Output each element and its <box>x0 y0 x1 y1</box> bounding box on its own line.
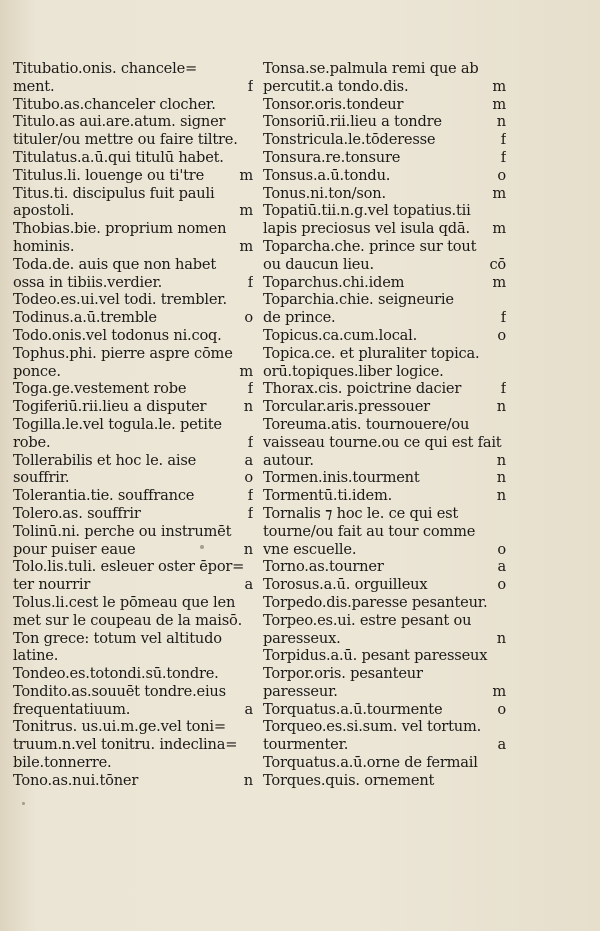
dictionary-line <box>263 772 506 790</box>
dictionary-line <box>263 612 506 630</box>
gender-mark: o <box>497 700 506 718</box>
dictionary-line <box>263 380 506 398</box>
entry-text: Tolero.as. souffrir <box>13 504 141 522</box>
entry-text: Todeo.es.ui.vel todi. trembler. <box>13 291 227 309</box>
entry-text: Torqueo.es.si.sum. vel tortum. <box>263 718 482 736</box>
dictionary-line <box>263 96 506 114</box>
entry-text: Titubatio.onis. chancele= <box>13 60 198 77</box>
entry-text: Titubo.as.chanceler clocher. <box>13 95 216 113</box>
entry-text: paresseur. <box>263 682 338 700</box>
dictionary-line <box>263 274 506 292</box>
dictionary-line <box>13 718 253 736</box>
gender-mark: o <box>497 540 506 558</box>
dictionary-line <box>13 630 253 648</box>
dictionary-line <box>13 576 253 594</box>
gender-mark <box>502 60 506 78</box>
entry-text: Tolus.li.cest le pōmeau que len <box>13 593 236 611</box>
dictionary-line <box>263 60 506 78</box>
gender-mark <box>502 612 506 630</box>
gender-mark: n <box>496 487 506 505</box>
entry-text: Tonus.ni.ton/son. <box>263 184 386 202</box>
gender-mark: m <box>492 77 506 95</box>
dictionary-line <box>263 131 506 149</box>
gender-mark <box>502 363 506 381</box>
entry-text: Tollerabilis et hoc le. aise <box>13 451 197 469</box>
entry-text: tourne/ou fait au tour comme <box>263 522 476 540</box>
entry-text: Toparchus.chi.idem <box>263 273 405 291</box>
gender-mark <box>249 131 253 149</box>
dictionary-line <box>263 701 506 719</box>
gender-mark <box>249 185 253 203</box>
dictionary-line <box>263 434 506 452</box>
entry-text: Tonsor.oris.tondeur <box>263 95 404 113</box>
dictionary-line <box>13 754 253 772</box>
dictionary-line <box>263 487 506 505</box>
ink-spot <box>22 802 25 805</box>
gender-mark: n <box>496 398 506 416</box>
gender-mark <box>502 754 506 772</box>
entry-text: de prince. <box>263 309 336 327</box>
gender-mark: a <box>244 576 253 594</box>
gender-mark <box>249 523 253 541</box>
gender-mark <box>249 718 253 736</box>
entry-text: tourmenter. <box>263 736 349 754</box>
entry-text: souffrir. <box>13 469 70 487</box>
dictionary-line <box>263 416 506 434</box>
gender-mark: m <box>239 202 253 220</box>
gender-mark: a <box>497 558 506 576</box>
dictionary-line <box>13 309 253 327</box>
gender-mark <box>249 291 253 309</box>
dictionary-line <box>263 541 506 559</box>
entry-text: Torpor.oris. pesanteur <box>263 665 423 683</box>
dictionary-line <box>263 363 506 381</box>
gender-mark <box>502 772 506 790</box>
entry-text: Tornalis ⁊ hoc le. ce qui est <box>263 504 459 522</box>
entry-text: lapis preciosus vel isula qdā. <box>263 220 470 238</box>
dictionary-line <box>13 78 253 96</box>
dictionary-line <box>13 167 253 185</box>
entry-text: Torquatus.a.ū.orne de fermail <box>263 754 478 772</box>
dictionary-line <box>13 398 253 416</box>
dictionary-line <box>263 398 506 416</box>
dictionary-line <box>263 309 506 327</box>
dictionary-line <box>13 683 253 701</box>
entry-text: percutit.a tondo.dis. <box>263 77 409 95</box>
gender-mark <box>249 558 253 576</box>
entry-text: apostoli. <box>13 202 75 220</box>
gender-mark: f <box>247 380 253 398</box>
entry-text: ou daucun lieu. <box>263 255 374 273</box>
entry-text: pour puiser eaue <box>13 540 136 558</box>
dictionary-line <box>13 469 253 487</box>
gender-mark: f <box>247 273 253 291</box>
dictionary-line <box>263 718 506 736</box>
entry-text: Toga.ge.vestement robe <box>13 380 187 398</box>
gender-mark <box>502 718 506 736</box>
dictionary-line <box>263 665 506 683</box>
entry-text: Tondeo.es.totondi.sū.tondre. <box>13 665 219 683</box>
entry-text: Torosus.a.ū. orguilleux <box>263 576 428 594</box>
entry-text: Torpedo.dis.paresse pesanteur. <box>263 593 488 611</box>
dictionary-line <box>13 96 253 114</box>
entry-text: paresseux. <box>263 629 341 647</box>
entry-text: frequentatiuum. <box>13 700 131 718</box>
entry-text: ossa in tibiis.verdier. <box>13 273 163 291</box>
gender-mark: o <box>497 326 506 344</box>
entry-text: Thobias.bie. proprium nomen <box>13 220 227 238</box>
entry-text: Togilla.le.vel togula.le. petite <box>13 415 222 433</box>
entry-text: Torquatus.a.ū.tourmente <box>263 700 443 718</box>
dictionary-line <box>263 345 506 363</box>
gender-mark: m <box>492 273 506 291</box>
dictionary-line <box>13 363 253 381</box>
gender-mark: f <box>500 380 506 398</box>
gender-mark <box>249 683 253 701</box>
gender-mark: a <box>244 451 253 469</box>
gender-mark: m <box>492 220 506 238</box>
dictionary-line <box>263 167 506 185</box>
dictionary-line <box>13 558 253 576</box>
dictionary-line <box>263 505 506 523</box>
dictionary-line <box>263 327 506 345</box>
gender-mark: f <box>247 433 253 451</box>
entry-text: ponce. <box>13 362 61 380</box>
gender-mark: f <box>247 487 253 505</box>
entry-text: robe. <box>13 433 51 451</box>
dictionary-line <box>263 594 506 612</box>
gender-mark: a <box>497 736 506 754</box>
gender-mark: n <box>496 629 506 647</box>
gender-mark: f <box>247 504 253 522</box>
dictionary-line <box>263 683 506 701</box>
dictionary-line <box>13 238 253 256</box>
gender-mark <box>249 60 253 78</box>
dictionary-line <box>13 594 253 612</box>
entry-text: bile.tonnerre. <box>13 754 112 772</box>
gender-mark <box>502 523 506 541</box>
dictionary-line <box>13 327 253 345</box>
gender-mark <box>249 113 253 131</box>
gender-mark <box>249 149 253 167</box>
entry-text: Tolo.lis.tuli. esleuer oster ēpor= <box>13 558 245 576</box>
dictionary-line <box>13 505 253 523</box>
gender-mark <box>249 754 253 772</box>
dictionary-line <box>13 60 253 78</box>
dictionary-line <box>13 487 253 505</box>
entry-text: Toparchia.chie. seigneurie <box>263 291 454 309</box>
entry-text: Tormentū.ti.idem. <box>263 487 393 505</box>
dictionary-line <box>263 238 506 256</box>
gender-mark: f <box>247 77 253 95</box>
dictionary-line <box>13 185 253 203</box>
gender-mark: o <box>497 576 506 594</box>
entry-text: Tonstricula.le.tōderesse <box>263 131 436 149</box>
dictionary-line <box>13 523 253 541</box>
entry-text: Torpidus.a.ū. pesant paresseux <box>263 647 488 665</box>
entry-text: hominis. <box>13 237 75 255</box>
dictionary-line <box>263 78 506 96</box>
gender-mark <box>249 256 253 274</box>
dictionary-line <box>263 185 506 203</box>
entry-text: Tonitrus. us.ui.m.ge.vel toni= <box>13 718 226 736</box>
gender-mark <box>502 416 506 434</box>
entry-text: Topica.ce. et pluraliter topica. <box>263 344 480 362</box>
entry-text: Ton grece: totum vel altitudo <box>13 629 222 647</box>
gender-mark: n <box>243 771 253 789</box>
entry-text: Tonsus.a.ū.tondu. <box>263 166 391 184</box>
gender-mark: n <box>243 398 253 416</box>
dictionary-line <box>13 291 253 309</box>
entry-text: Tormen.inis.tourment <box>263 469 420 487</box>
entry-text: vne escuelle. <box>263 540 357 558</box>
gender-mark: m <box>239 237 253 255</box>
dictionary-line <box>13 452 253 470</box>
gender-mark <box>249 327 253 345</box>
gender-mark: o <box>244 309 253 327</box>
gender-mark <box>249 665 253 683</box>
dictionary-line <box>13 113 253 131</box>
entry-text: Titus.ti. discipulus fuit pauli <box>13 184 215 202</box>
dictionary-line <box>263 469 506 487</box>
gender-mark: a <box>244 700 253 718</box>
gender-mark <box>249 736 253 754</box>
gender-mark: o <box>497 166 506 184</box>
dictionary-line <box>13 345 253 363</box>
gender-mark: m <box>492 682 506 700</box>
gender-mark: n <box>496 113 506 131</box>
ink-spot <box>200 545 204 549</box>
gender-mark <box>249 594 253 612</box>
dictionary-line <box>13 647 253 665</box>
entry-text: Tonsa.se.palmula remi que ab <box>263 60 479 77</box>
left-column <box>13 60 253 790</box>
dictionary-line <box>263 220 506 238</box>
entry-text: Todo.onis.vel todonus ni.coq. <box>13 326 222 344</box>
dictionary-line <box>263 630 506 648</box>
dictionary-line <box>13 416 253 434</box>
dictionary-line <box>263 736 506 754</box>
entry-text: Topatiū.tii.n.g.vel topatius.tii <box>263 202 471 220</box>
entry-text: Tonsura.re.tonsure <box>263 148 401 166</box>
entry-text: Tonsoriū.rii.lieu a tondre <box>263 113 442 131</box>
gender-mark <box>502 665 506 683</box>
dictionary-line <box>13 665 253 683</box>
gender-mark: m <box>492 95 506 113</box>
dictionary-line <box>13 736 253 754</box>
entry-text: Torcular.aris.pressouer <box>263 398 430 416</box>
entry-text: Tondito.as.souuēt tondre.eius <box>13 682 226 700</box>
entry-text: Togiferiū.rii.lieu a disputer <box>13 398 207 416</box>
entry-text: Toreuma.atis. tournouere/ou <box>263 415 470 433</box>
dictionary-line <box>13 256 253 274</box>
gender-mark: m <box>492 184 506 202</box>
gender-mark <box>502 202 506 220</box>
entry-text: met sur le coupeau de la maisō. <box>13 611 243 629</box>
entry-text: Torques.quis. ornement <box>263 771 435 789</box>
gender-mark <box>249 220 253 238</box>
dictionary-line <box>263 256 506 274</box>
gender-mark: f <box>500 131 506 149</box>
entry-text: Toda.de. auis que non habet <box>13 255 217 273</box>
entry-text: latine. <box>13 647 59 665</box>
entry-text: Thorax.cis. poictrine dacier <box>263 380 462 398</box>
entry-text: Tolinū.ni. perche ou instrumēt <box>13 522 232 540</box>
entry-text: Titulo.as aui.are.atum. signer <box>13 113 226 131</box>
right-column <box>263 60 506 790</box>
entry-text: ment. <box>13 77 55 95</box>
gender-mark <box>502 505 506 523</box>
entry-text: tituler/ou mettre ou faire tiltre. <box>13 131 238 149</box>
entry-text: Tolerantia.tie. souffrance <box>13 487 195 505</box>
gender-mark: n <box>496 451 506 469</box>
dictionary-line <box>263 754 506 772</box>
gender-mark <box>502 238 506 256</box>
entry-text: ter nourrir <box>13 576 91 594</box>
gender-mark: f <box>500 148 506 166</box>
gender-mark <box>249 612 253 630</box>
dictionary-line <box>13 149 253 167</box>
gender-mark: n <box>496 469 506 487</box>
dictionary-line <box>263 202 506 220</box>
gender-mark <box>502 434 506 452</box>
dictionary-line <box>13 131 253 149</box>
entry-text: Todinus.a.ū.tremble <box>13 309 157 327</box>
dictionary-line <box>13 772 253 790</box>
dictionary-line <box>13 380 253 398</box>
entry-text: orū.topiques.liber logice. <box>263 362 444 380</box>
gender-mark <box>249 630 253 648</box>
dictionary-line <box>263 558 506 576</box>
gender-mark: m <box>239 362 253 380</box>
gender-mark <box>249 647 253 665</box>
dictionary-line <box>13 274 253 292</box>
dictionary-line <box>263 149 506 167</box>
entry-text: autour. <box>263 451 314 469</box>
gender-mark <box>249 416 253 434</box>
dictionary-line <box>13 202 253 220</box>
entry-text: Titulatus.a.ū.qui titulū habet. <box>13 148 224 166</box>
dictionary-line <box>13 220 253 238</box>
dictionary-line <box>263 576 506 594</box>
entry-text: Topicus.ca.cum.local. <box>263 326 418 344</box>
dictionary-line <box>13 701 253 719</box>
dictionary-line <box>13 612 253 630</box>
dictionary-line <box>13 434 253 452</box>
dictionary-line <box>263 452 506 470</box>
gender-mark: o <box>244 469 253 487</box>
dictionary-line <box>263 291 506 309</box>
gender-mark: cō <box>489 255 506 273</box>
gender-mark <box>249 345 253 363</box>
gender-mark: m <box>239 166 253 184</box>
entry-text: Tono.as.nui.tōner <box>13 771 139 789</box>
gender-mark <box>249 96 253 114</box>
entry-text: Toparcha.che. prince sur tout <box>263 237 477 255</box>
entry-text: vaisseau tourne.ou ce qui est fait <box>263 433 502 451</box>
dictionary-line <box>13 541 253 559</box>
entry-text: Torpeo.es.ui. estre pesant ou <box>263 611 472 629</box>
entry-text: truum.n.vel tonitru. indeclina= <box>13 736 238 754</box>
gender-mark: n <box>243 540 253 558</box>
gender-mark: f <box>500 309 506 327</box>
gender-mark <box>502 291 506 309</box>
gender-mark <box>502 647 506 665</box>
dictionary-line <box>263 113 506 131</box>
entry-text: Torno.as.tourner <box>263 558 384 576</box>
dictionary-line <box>263 647 506 665</box>
entry-text: Tophus.phi. pierre aspre cōme <box>13 344 233 362</box>
dictionary-line <box>263 523 506 541</box>
gender-mark <box>502 345 506 363</box>
gender-mark <box>502 594 506 612</box>
entry-text: Titulus.li. louenge ou ti'tre <box>13 166 205 184</box>
